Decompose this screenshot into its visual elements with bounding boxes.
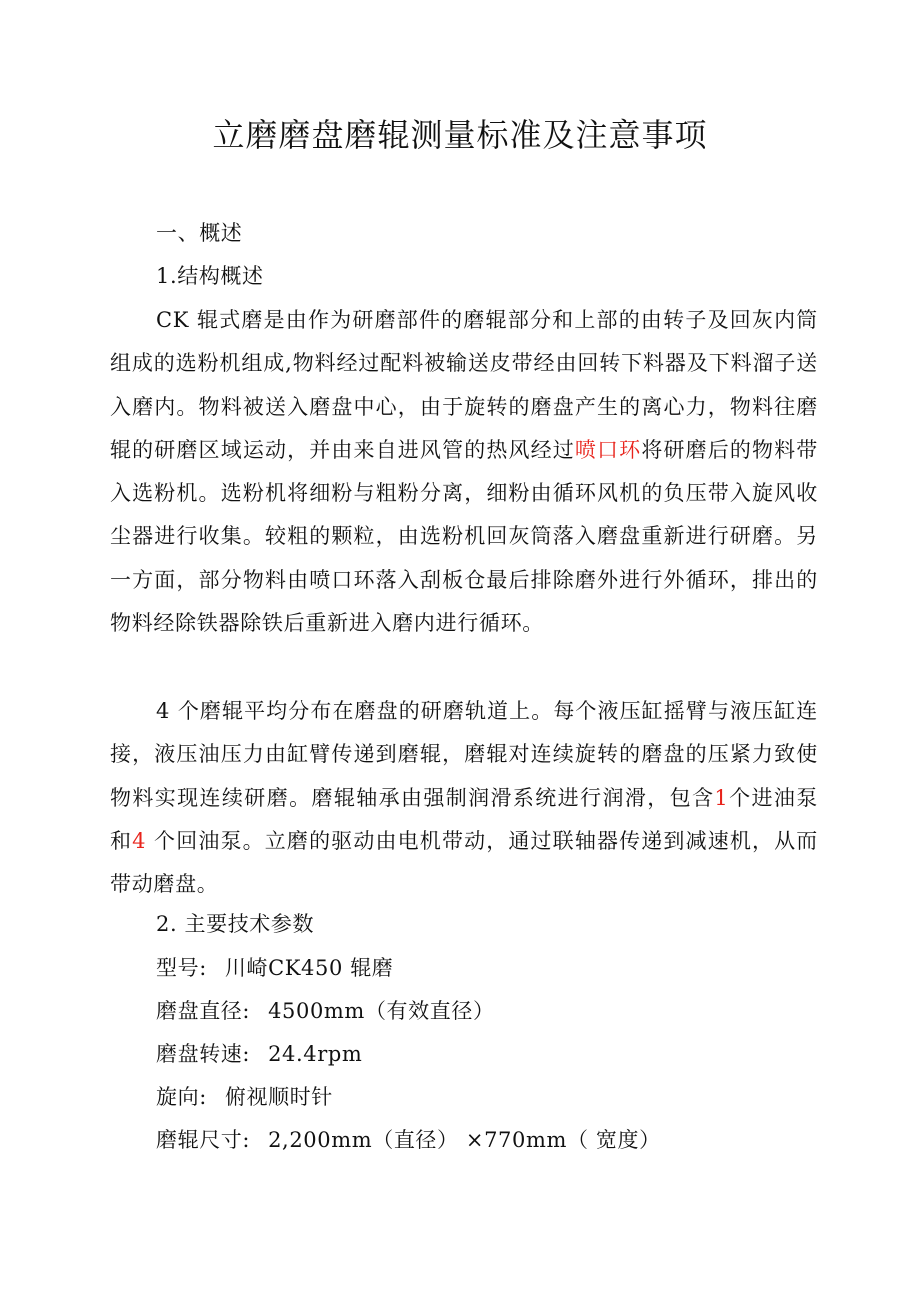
- paragraph-text: 个回油泵。立磨的驱动由电机带动，通过联轴器传递到减速机，从而带动磨盘。: [110, 828, 819, 897]
- highlighted-term: 喷口环: [574, 437, 642, 462]
- spec-row-disc-diameter: [156, 990, 495, 1033]
- spec-row-rotation: [156, 1076, 333, 1119]
- paragraph-grinding-rollers: [110, 690, 818, 906]
- page-title: 立磨磨盘磨辊测量标准及注意事项: [212, 116, 708, 154]
- spec-row-roller-size: [156, 1119, 661, 1162]
- section-heading-overview: 一、概述: [156, 221, 243, 245]
- spec-value: 2,200mm（直径） ×770mm（ 宽度）: [268, 1128, 661, 1152]
- spec-label: 磨辊尺寸:: [156, 1128, 251, 1152]
- spec-label: 型号:: [156, 956, 207, 980]
- paragraph-text: 4 个磨辊平均分布在磨盘的研磨轨道上。每个液压缸摇臂与液压缸连接，液压油压力由缸臂传递到磨辊，磨辊对连续旋转的磨盘的压紧力致使物料实现连续研磨。磨辊轴承由强制润滑系统进行润滑，包含: [110, 699, 818, 810]
- paragraph-text: CK 辊式磨是由作为研磨部件的磨辊部分和上部的由转子及回灰内筒组成的选粉机组成,物料经过配料被输送皮带经由回转下料器及下料溜子送入磨内。物料被送入磨盘中心，由于旋转的磨盘产生的离心力，物料往磨辊的研磨区域运动，并由来自进风管的热风经过: [110, 308, 818, 462]
- spec-label: 磨盘直径:: [156, 999, 251, 1023]
- highlighted-number: 1: [714, 785, 729, 810]
- spec-row-disc-speed: [156, 1033, 362, 1076]
- paragraph-text: 个进油泵和: [110, 785, 818, 853]
- spec-row-model: [156, 947, 393, 990]
- spec-label: 磨盘转速:: [156, 1042, 251, 1066]
- spec-value: 川崎CK450 辊磨: [224, 956, 394, 980]
- spec-label: 旋向:: [156, 1085, 207, 1109]
- highlighted-number: 4: [132, 828, 147, 853]
- paragraph-structure-overview: [110, 299, 818, 645]
- subsection-heading-parameters: 2. 主要技术参数: [156, 912, 315, 936]
- paragraph-text: 将研磨后的物料带入选粉机。选粉机将细粉与粗粉分离，细粉由循环风机的负压带入旋风收尘器进行收集。较粗的颗粒，由选粉机回灰筒落入磨盘重新进行研磨。另一方面，部分物料由喷口环落入刮板仓最后排除磨外进行外循环，排出的物料经除铁器除铁后重新进入磨内进行循环。: [110, 437, 818, 636]
- spec-value: 24.4rpm: [268, 1042, 363, 1066]
- spec-value: 4500mm（有效直径）: [268, 999, 495, 1023]
- spec-value: 俯视顺时针: [224, 1085, 333, 1109]
- subsection-heading-structure: 1.结构概述: [156, 264, 264, 288]
